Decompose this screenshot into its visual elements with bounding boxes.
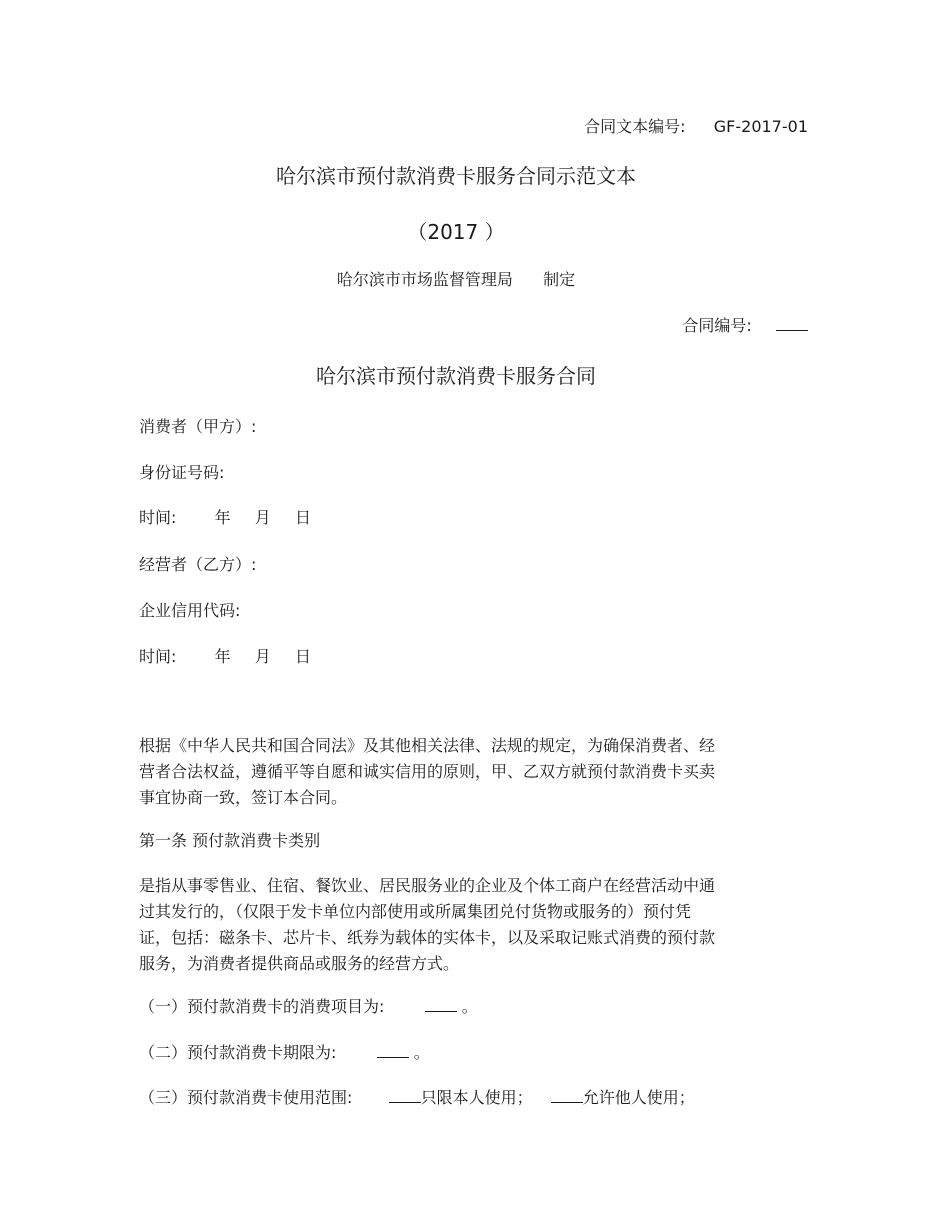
template-title: 哈尔滨市预付款消费卡服务合同示范文本 (276, 164, 636, 188)
text-number-line (584, 117, 808, 137)
article1-body (139, 873, 779, 977)
article1-item3 (139, 1088, 695, 1108)
time-label: 时间: (139, 647, 177, 666)
article1-line: 证，包括：磁条卡、芯片卡、纸券为载体的实体卡，以及采取记账式消费的预付款 (139, 928, 716, 947)
item3-label: （三）预付款消费卡使用范围: (139, 1088, 353, 1107)
id-number-label: 身份证号码: (139, 463, 225, 482)
issuer-suffix: 制定 (543, 270, 576, 289)
item2-blank (377, 1043, 409, 1058)
preamble-line: 营者合法权益，遵循平等自愿和诚实信用的原则，甲、乙双方就预付款消费卡买卖 (139, 762, 716, 781)
item3-option-1: 只限本人使用； (420, 1088, 533, 1107)
article1-line: 过其发行的，（仅限于发卡单位内部使用或所属集团兑付货物或服务的）预付凭 (139, 902, 692, 921)
year-label: 年 (214, 647, 231, 666)
operator-time-line (139, 647, 311, 667)
contract-title: 哈尔滨市预付款消费卡服务合同 (316, 364, 596, 388)
item2-end: 。 (413, 1043, 430, 1062)
item1-blank (425, 997, 457, 1012)
year-label: 年 (214, 508, 231, 527)
day-label: 日 (295, 508, 312, 527)
time-label: 时间: (139, 508, 177, 527)
contract-number-blank (776, 316, 808, 331)
item1-end: 。 (461, 997, 478, 1016)
text-number-label: 合同文本编号: (584, 117, 686, 136)
contract-number-line (682, 316, 808, 336)
item1-label: （一）预付款消费卡的消费项目为: (139, 997, 385, 1016)
contract-number-label: 合同编号: (682, 316, 752, 335)
issuer-name: 哈尔滨市市场监督管理局 (336, 270, 513, 289)
article1-item1 (139, 997, 478, 1017)
article1-heading: 第一条 预付款消费卡类别 (139, 831, 321, 850)
item2-label: （二）预付款消费卡期限为: (139, 1043, 337, 1062)
credit-code-label: 企业信用代码: (139, 601, 241, 620)
item3-blank-1 (389, 1088, 421, 1103)
preamble-line: 事宜协商一致，签订本合同。 (139, 788, 348, 807)
preamble-paragraph (139, 733, 779, 811)
day-label: 日 (295, 647, 312, 666)
article1-line: 服务，为消费者提供商品或服务的经营方式。 (139, 954, 460, 973)
consumer-label: 消费者（甲方）: (139, 417, 257, 436)
text-number-value: GF-2017-01 (713, 117, 808, 136)
operator-label: 经营者（乙方）: (139, 555, 257, 574)
item3-option-2: 允许他人使用； (582, 1088, 695, 1107)
issuer-line (0, 270, 912, 290)
month-label: 月 (254, 508, 271, 527)
template-year: （2017 ） (407, 220, 505, 244)
item3-blank-2 (551, 1088, 583, 1103)
consumer-time-line (139, 508, 311, 528)
article1-line: 是指从事零售业、住宿、餐饮业、居民服务业的企业及个体工商户在经营活动中通 (139, 876, 716, 895)
article1-item2 (139, 1043, 430, 1063)
preamble-line: 根据《中华人民共和国合同法》及其他相关法律、法规的规定，为确保消费者、经 (139, 736, 716, 755)
month-label: 月 (254, 647, 271, 666)
